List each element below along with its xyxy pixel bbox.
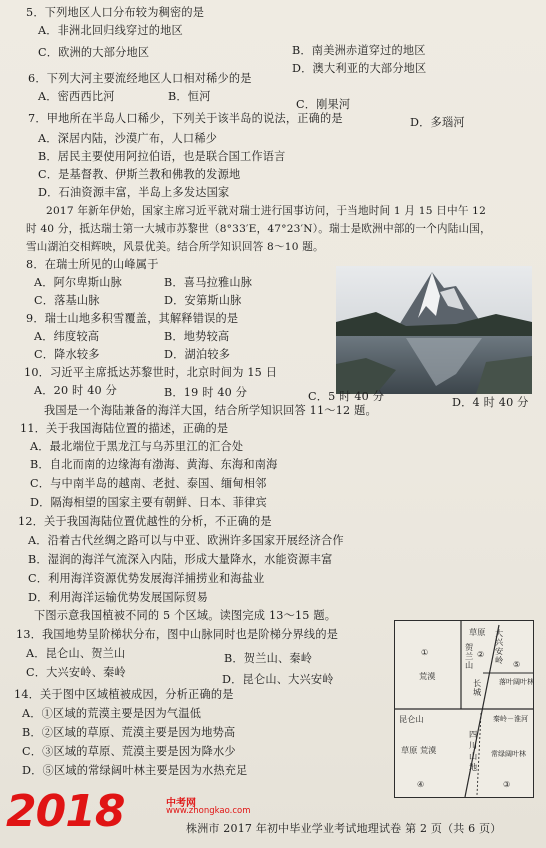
q7-option-a: A．深居内陆，沙漠广布，人口稀少: [38, 132, 218, 145]
q11-option-a: A．最北端位于黑龙江与乌苏里江的汇合处: [30, 440, 244, 453]
map-label-grassland: 草原: [469, 627, 486, 637]
map-label-daxinganling: 大兴安岭: [495, 628, 504, 665]
material-swiss-line3: 雪山湖泊交相辉映，风景优美。结合所学知识回答 8～10 题。: [26, 241, 324, 253]
map-label-grass-desert: 草原 荒漠: [401, 745, 437, 755]
q12-option-d: D．利用海洋运输优势发展国际贸易: [28, 591, 208, 604]
page-footer: 株洲市 2017 年初中毕业学业考试地理试卷 第 2 页（共 6 页）: [186, 822, 502, 835]
map-region-1: ①: [421, 647, 429, 657]
site-logo-url: www.zhongkao.com: [166, 806, 251, 816]
q6-option-c: C．刚果河: [296, 98, 351, 111]
material-swiss-line1: 2017 年新年伊始，国家主席习近平就对瑞士进行国事访问，于当地时间 1 月 15 日中午 12: [46, 205, 487, 217]
q14-stem: 14．关于图中区域植被成因，分析正确的是: [14, 688, 234, 701]
q5-option-d: D．澳大利亚的大部分地区: [292, 62, 427, 75]
q8-option-b: B．喜马拉雅山脉: [164, 276, 253, 289]
q9-stem: 9．瑞士山地多积雪覆盖，其解释错误的是: [26, 312, 239, 325]
q12-option-b: B．湿润的海洋气流深入内陆，形成大量降水，水能资源丰富: [28, 553, 333, 566]
mountain-lake-photo: [336, 266, 532, 394]
map-region-5: ⑤: [513, 659, 521, 669]
q8-stem: 8．在瑞士所见的山峰属于: [26, 258, 159, 271]
q9-option-c: C．降水较多: [34, 348, 100, 361]
q13-stem: 13．我国地势呈阶梯状分布，图中山脉同时也是阶梯分界线的是: [16, 628, 339, 641]
q11-option-c: C．与中南半岛的越南、老挝、泰国、缅甸相邻: [30, 477, 267, 490]
map-label-evergreen: 常绿阔叶林: [491, 750, 526, 758]
q6-option-a: A．密西西比河: [38, 90, 115, 103]
q5-option-c: C．欧洲的大部分地区: [38, 46, 150, 59]
q5-option-b: B．南美洲赤道穿过的地区: [292, 44, 426, 57]
q9-option-b: B．地势较高: [164, 330, 230, 343]
q11-stem: 11．关于我国海陆位置的描述，正确的是: [20, 422, 229, 435]
q7-option-b: B．居民主要使用阿拉伯语，也是联合国工作语言: [38, 150, 286, 163]
q5-option-a: A．非洲北回归线穿过的地区: [38, 24, 183, 37]
q8-option-a: A．阿尔卑斯山脉: [34, 276, 122, 289]
map-label-desert: 荒漠: [419, 671, 436, 681]
q14-option-b: B．②区域的草原、荒漠主要是因为地势高: [22, 726, 236, 739]
map-label-qinling: 秦岭－淮河: [493, 715, 528, 723]
q11-option-d: D．隔海相望的国家主要有朝鲜、日本、菲律宾: [30, 496, 267, 509]
q12-option-a: A．沿着古代丝绸之路可以与中亚、欧洲许多国家开展经济合作: [28, 534, 344, 547]
map-label-kunlun: 昆仑山: [399, 714, 424, 724]
q6-stem: 6．下列大河主要流经地区人口相对稀少的是: [28, 72, 252, 85]
q7-option-c: C．是基督教、伊斯兰教和佛教的发源地: [38, 168, 241, 181]
q13-option-b: B．贺兰山、秦岭: [224, 652, 313, 665]
map-region-4: ④: [417, 779, 425, 789]
material-sea: 我国是一个海陆兼备的海洋大国，结合所学知识回答 11～12 题。: [44, 404, 377, 417]
q11-option-b: B．自北而南的边缘海有渤海、黄海、东海和南海: [30, 458, 278, 471]
map-region-2: ②: [477, 649, 485, 659]
site-logo: 2018: [6, 786, 125, 837]
vegetation-region-map: [394, 620, 534, 798]
q10-option-c: C．5 时 40 分: [308, 390, 385, 403]
q9-option-d: D．湖泊较多: [164, 348, 231, 361]
q14-option-a: A．①区域的荒漠主要是因为气温低: [22, 707, 202, 720]
q8-option-d: D．安第斯山脉: [164, 294, 242, 307]
q7-stem: 7．甲地所在半岛人口稀少，下列关于该半岛的说法，正确的是: [28, 112, 343, 125]
q5-stem: 5．下列地区人口分布较为稠密的是: [26, 6, 205, 19]
map-label-helan: 贺兰山: [465, 642, 474, 670]
material-swiss-line2: 时 40 分，抵达瑞士第一大城市苏黎世（8°33′E，47°23′N）。瑞士是欧洲中部的一个内陆山国，: [26, 223, 491, 235]
q14-option-c: C．③区域的草原、荒漠主要是因为降水少: [22, 745, 236, 758]
q13-option-a: A．昆仑山、贺兰山: [26, 647, 126, 660]
q12-option-c: C．利用海洋资源优势发展海洋捕捞业和海盐业: [28, 572, 265, 585]
q7-option-d: D．石油资源丰富，半岛上多发达国家: [38, 186, 230, 199]
site-logo-sub: 中考网: [166, 798, 196, 809]
q13-option-c: C．大兴安岭、秦岭: [26, 666, 126, 679]
q10-option-b: B．19 时 40 分: [164, 386, 248, 399]
q9-option-a: A．纬度较高: [34, 330, 100, 343]
q6-option-b: B．恒河: [168, 90, 211, 103]
map-region-3: ③: [503, 779, 511, 789]
q10-option-a: A．20 时 40 分: [34, 384, 117, 397]
material-map: 下图示意我国植被不同的 5 个区域。读图完成 13～15 题。: [34, 609, 337, 622]
matterhorn-icon: [336, 266, 532, 394]
q13-option-d: D．昆仑山、大兴安岭: [222, 673, 334, 686]
q12-stem: 12．关于我国海陆位置优越性的分析，不正确的是: [18, 515, 272, 528]
map-boundaries: [395, 621, 533, 797]
map-label-sichuan: 四川山地: [469, 729, 478, 772]
map-label-deciduous: 落叶阔叶林: [499, 678, 534, 686]
q14-option-d: D．⑤区域的常绿阔叶林主要是因为水热充足: [22, 764, 248, 777]
q10-option-d: D．4 时 40 分: [452, 396, 529, 409]
q8-option-c: C．落基山脉: [34, 294, 100, 307]
q10-stem: 10．习近平主席抵达苏黎世时，北京时间为 15 日: [24, 366, 278, 379]
q6-option-d: D．多瑙河: [410, 116, 465, 129]
map-label-greatwall: 长城: [473, 678, 482, 697]
